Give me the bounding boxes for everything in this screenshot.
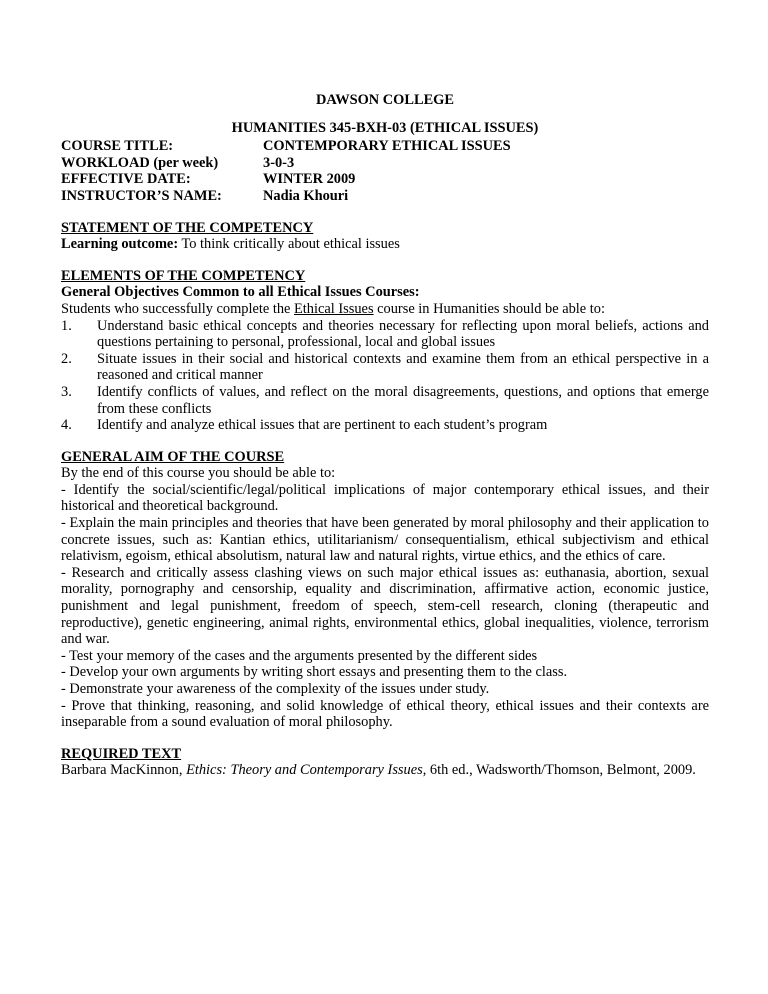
aim-item: - Test your memory of the cases and the arguments presented by the different sides [61, 647, 538, 664]
aim-item: - Explain the main principles and theories that have been generated by moral philosophy and their application to concrete issues, such as: Kantian ethics, utilitarianism/ consequentialism, ethical subjectivism and ethical relativism, egoism, ethical absolutism, natural law and natural rights, virtue ethics, and the ethics of care. [61, 515, 709, 565]
competency-section [61, 220, 709, 253]
item-text: Situate issues in their social and historical contexts and examine them from an ethical perspective in a reasoned and critical manner [97, 350, 709, 384]
required-text-section [61, 746, 709, 779]
intro-before: Students who successfully complete the [61, 300, 295, 317]
info-label: WORKLOAD (per week) [61, 154, 219, 171]
college-name: DAWSON COLLEGE [316, 92, 454, 108]
aim-item: - Develop your own arguments by writing short essays and presenting them to the class. [61, 664, 568, 681]
objectives-intro [61, 301, 709, 318]
elements-section [61, 268, 709, 434]
item-number: 3. [61, 383, 72, 400]
elements-heading: ELEMENTS OF THE COMPETENCY [61, 267, 306, 284]
info-row [61, 171, 709, 188]
info-label: COURSE TITLE: [61, 138, 174, 155]
item-number: 1. [61, 317, 72, 334]
list-item [61, 318, 709, 351]
objectives-subheading: General Objectives Common to all Ethical Issues Courses: [61, 284, 420, 301]
info-row [61, 188, 709, 205]
intro-after: course in Humanities should be able to: [373, 300, 605, 317]
citation-details: , 6th ed., Wadsworth/Thomson, Belmont, 2009. [422, 762, 696, 779]
item-text: Identify and analyze ethical issues that are pertinent to each student’s program [97, 417, 548, 434]
info-value: Nadia Khouri [263, 187, 349, 204]
info-label: INSTRUCTOR’S NAME: [61, 187, 222, 204]
course-info [61, 138, 709, 204]
list-item [61, 417, 709, 434]
required-text-citation [61, 762, 709, 779]
aim-intro: By the end of this course you should be able to: [61, 465, 336, 482]
list-item [61, 384, 709, 417]
aim-item: - Demonstrate your awareness of the complexity of the issues under study. [61, 681, 490, 697]
item-number: 2. [61, 350, 72, 367]
item-text: Identify conflicts of values, and reflect on the moral disagreements, questions, and options that emerge from these conflicts [97, 383, 709, 417]
item-text: Understand basic ethical concepts and theories necessary for reflecting upon moral beliefs, actions and questions pertaining to personal, professional, local and global issues [97, 317, 709, 351]
outcome-label: Learning outcome: [61, 236, 179, 253]
aim-section [61, 449, 709, 731]
list-item [61, 351, 709, 384]
aim-item: - Identify the social/scientific/legal/political implications of major contemporary ethical issues, and their historical and theoretical background. [61, 481, 709, 515]
objectives-list [61, 318, 709, 434]
required-text-heading: REQUIRED TEXT [61, 745, 182, 762]
info-value: WINTER 2009 [263, 171, 356, 188]
aim-heading: GENERAL AIM OF THE COURSE [61, 448, 285, 465]
info-row [61, 155, 709, 172]
info-value: CONTEMPORARY ETHICAL ISSUES [263, 138, 511, 155]
info-row [61, 138, 709, 155]
info-label: EFFECTIVE DATE: [61, 171, 191, 188]
aim-item: - Research and critically assess clashing views on such major ethical issues as: euthanasia, abortion, sexual morality, pornography and censorship, equality and discrimination, affirmative action, economic justice, punishment and legal punishment, freedom of speech, stem-cell research, cloning (therapeutic and reproductive), genetic engineering, animal rights, environmental ethics, global inequalities, violence, terrorism and war. [61, 564, 709, 648]
ethical-issues-link: Ethical Issues [294, 300, 374, 317]
outcome-text: To think critically about ethical issues [178, 236, 400, 253]
citation-title: Ethics: Theory and Contemporary Issues [186, 762, 423, 779]
course-code: HUMANITIES 345-BXH-03 (ETHICAL ISSUES) [231, 119, 539, 136]
course-outline [61, 92, 709, 779]
item-number: 4. [61, 417, 72, 434]
info-value: 3-0-3 [263, 154, 295, 171]
competency-heading: STATEMENT OF THE COMPETENCY [61, 219, 314, 236]
citation-author: Barbara MacKinnon, [61, 762, 187, 779]
learning-outcome [61, 236, 709, 253]
aim-item: - Prove that thinking, reasoning, and solid knowledge of ethical theory, ethical issues and their contexts are inseparable from a sound evaluation of moral philosophy. [61, 697, 709, 731]
